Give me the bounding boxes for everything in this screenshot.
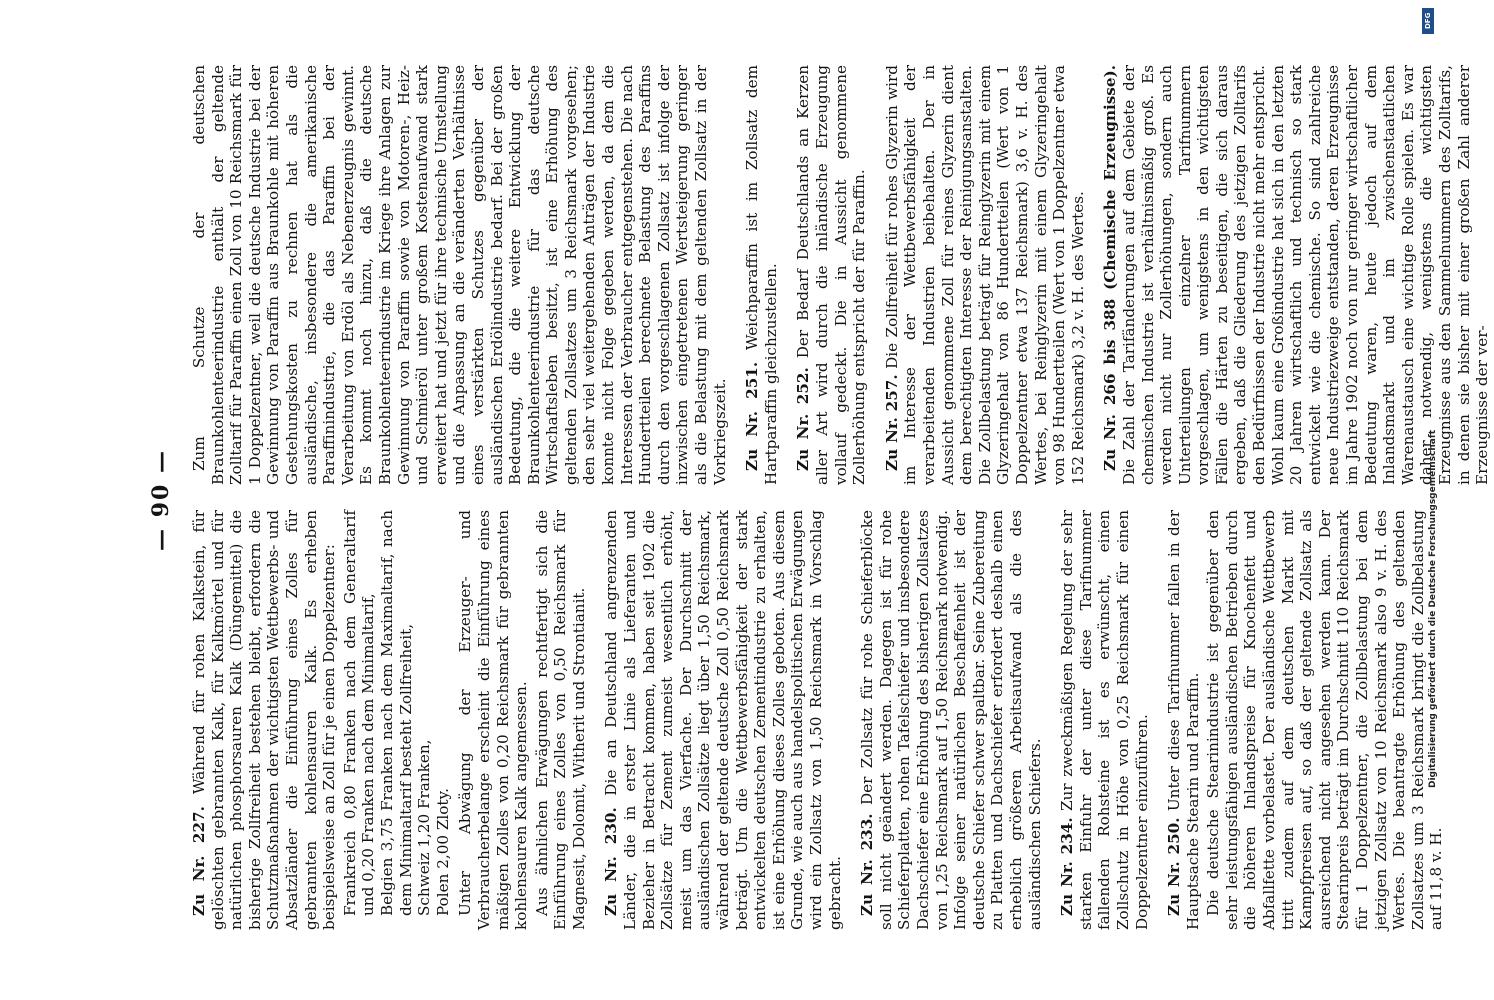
right-column xyxy=(190,65,1494,485)
paragraph-text: Weichparaffin ist im Zollsatz dem Hartparaffin gleichzustellen. xyxy=(743,65,780,485)
paragraph-text: Aus ähnlichen Erwägungen rechtfertigt sich die Einführung eines Zolles von 0,50 Reichsmark für Magnesit, Dolomit, Witherit und Strontianit. xyxy=(532,510,588,930)
paragraph xyxy=(602,510,844,930)
left-column xyxy=(190,510,1448,930)
paragraph-text: Unter Abwägung der Erzeuger- und Verbraucherbelange erscheint die Einführung eines mäßigen Zolles von 0,20 Reichsmark für gebrannten kohlensauren Kalk angemessen. xyxy=(456,510,531,930)
paragraph-text: Zum Schutze der deutschen Braunkohlenteerindustrie enthält der geltende Zolltarif für Paraffin einen Zoll von 10 Reichsmark für 1 Doppelzentner, weil die deutsche Industrie bei der Gewinnung von Paraffin aus Braunkohle mit höheren Gestehungskosten zu rechnen hat als die ausländische, insbesondere die amerikanische Paraffinindustrie, die das Paraffin bei der Verarbeitung von Erdöl als Nebenerzeugnis gewinnt. Es kommt noch hinzu, daß die deutsche Braunkohlenteerindustrie im Kriege ihre Anlagen zur Gewinnung von Paraffin sowie von Motoren-, Heiz- und Schmieröl unter großem Kostenaufwand stark erweitert hat und jetzt für ihre technische Umstellung und die Anpassung an die veränderten Verhältnisse eines verstärkten Schutzes gegenüber der ausländischen Erdölindustrie bedarf. Bei der großen Bedeutung, die die weitere Entwicklung der Braunkohlenteerindustrie für das deutsche Wirtschaftsleben besitzt, ist eine Erhöhung des geltenden Zollsatzes um 3 Reichsmark vorgesehen; den sehr viel weitergehenden Anträgen der Industrie konnte nicht Folge gegeben werden, da dem die Interessen der Verbraucher entgegenstehen. Die nach Hundertteilen berechnete Belastung des Paraffins durch den vorgeschlagenen Zollsatz ist infolge der inzwischen eingetretenen Wertsteigerung geringer als die Belastung mit dem geltenden Zollsatz in der Vorkriegszeit. xyxy=(190,65,729,485)
paragraph-text: Während für rohen Kalkstein, für gelöschten gebrannten Kalk, für Kalkmörtel und für natürlichen phosphorsauren Kalk (Düngemittel) die bisherige Zollfreiheit bestehen bleibt, erfordern die Schutzmaßnahmen der wichtigsten Wettbewerbs- und Absatzländer die Einführung eines Zolles für gebrannten kohlensauren Kalk. Es erheben beispielsweise an Zoll für je einen Doppelzentner: xyxy=(190,510,339,930)
paragraph-text: Der Zollsatz für rohe Schieferblöcke soll nicht geändert werden. Dagegen ist für rohe Schieferplatten, rohen Tafelschiefer und insbesondere Dachschiefer eine Erhöhung des bisherigen Zollsatzes von 1,25 Reichsmark auf 1,50 Reichsmark notwendig. Infolge seiner natürlichen Beschaffenheit ist der deutsche Schiefer schwer spaltbar. Seine Zubereitung zu Platten und Dachschiefer erfordert deshalb einen erheblich größeren Arbeitsaufwand als die des ausländischen Schiefers. xyxy=(858,510,1044,930)
paragraph xyxy=(190,65,729,485)
paragraph-heading: Zu Nr. 266 bis 388 (Chemische Erzeugnisse). xyxy=(1101,65,1120,471)
paragraph xyxy=(190,510,339,930)
tariff-list-item: Schweiz 1,20 Franken, xyxy=(415,739,434,916)
paragraph-text: Der Bedarf Deutschlands an Kerzen aller Art wird durch die inländische Erzeugung vollauf gedeckt. Die in Aussicht genommene Zollerhöhung entspricht der für Paraffin. xyxy=(794,65,869,485)
paragraph xyxy=(883,65,1088,485)
tariff-list xyxy=(341,510,453,916)
paragraph xyxy=(456,510,530,930)
paragraph xyxy=(1165,510,1202,930)
paragraph xyxy=(533,510,589,930)
paragraph-heading: Zu Nr. 227. xyxy=(190,806,208,916)
paragraph-heading: Zu Nr. 230. xyxy=(602,807,621,916)
paragraph-text: Unter diese Tarifnummer fallen in der Hauptsache Stearin und Paraffin. xyxy=(1165,509,1202,930)
paragraph xyxy=(858,510,1044,930)
paragraph-heading: Zu Nr. 252. xyxy=(794,367,813,471)
paragraph xyxy=(794,65,868,485)
paragraph-heading: Zu Nr. 257. xyxy=(882,374,901,471)
paragraph-text: Die Zahl der Tarifänderungen auf dem Gebiete der chemischen Industrie ist verhältnismäßig groß. Es werden nicht nur Zollerhöhungen, sondern auch Unterteilungen einzelner Tarifnummern vorgeschlagen, um wenigstens in den wichtigsten Fällen die Härten zu beseitigen, die sich daraus ergeben, daß die Gliederung des jetzigen Zolltarifs den Bedürfnissen der Industrie nicht mehr entspricht. Wohl kaum eine Großindustrie hat sich in den letzten 20 Jahren wirtschaftlich und technisch so stark entwickelt wie die chemische. So sind zahlreiche neue Industriezweige entstanden, deren Erzeugnisse im Jahre 1902 noch von nur geringer wirtschaftlicher Bedeutung waren, heute jedoch auf dem Inlandsmarkt und im zwischenstaatlichen Warenaustausch eine wichtige Rolle spielen. Es war daher notwendig, wenigstens die wichtigsten Erzeugnisse aus den Sammelnummern des Zolltarifs, in denen sie bisher mit einer großen Zahl anderer Erzeugnisse der ver- xyxy=(1119,65,1492,485)
paragraph xyxy=(1058,510,1151,930)
tariff-list-item: Frankreich 0,80 Franken nach dem Generaltarif und 0,20 Franken nach dem Minimaltarif, xyxy=(340,510,378,916)
paragraph-heading: Zu Nr. 251. xyxy=(743,361,762,471)
paragraph-heading: Zu Nr. 234. xyxy=(1058,817,1077,916)
paragraph xyxy=(743,65,780,485)
paragraph-heading: Zu Nr. 233. xyxy=(858,813,877,916)
paragraph-text: Die Zollfreiheit für rohes Glyzerin wird im Interesse der Wettbewerbsfähigkeit der verarbeitenden Industrien beibehalten. Der in Aussicht genommene Zoll für reines Glyzerin dient dem berechtigten Interesse der Reinigungsanstalten. Die Zollbelastung beträgt für Reinglyzerin mit einem Glyzeringehalt von 86 Hundertteilen (Wert von 1 Doppelzentner etwa 137 Reichsmark) 3,6 v. H. des Wertes, bei Reinglyzerin mit einem Glyzeringehalt von 98 Hundertteilen (Wert von 1 Doppelzentner etwa 152 Reichsmark) 3,2 v. H. des Wertes. xyxy=(882,65,1087,485)
paragraph xyxy=(1204,510,1446,930)
dfg-logo: DFG xyxy=(1422,8,1434,34)
tariff-list-item: Polen 2,00 Zloty. xyxy=(433,788,452,916)
paragraph-heading: Zu Nr. 250. xyxy=(1165,817,1184,916)
paragraph-text: Die an Deutschland angrenzenden Länder, die in erster Linie als Lieferanten und Bezieher in Betracht kommen, haben seit 1902 die Zollsätze für Zement zumeist wesentlich erhöht, meist um das Vierfache. Der Durchschnitt der ausländischen Zollsätze liegt über 1,50 Reichsmark, während der geltende deutsche Zoll 0,50 Reichsmark beträgt. Um die Wettbewerbsfähigkeit der stark entwickelten deutschen Zementindustrie zu erhalten, ist eine Erhöhung dieses Zolles geboten. Aus diesem Grunde, wie auch aus handelspolitischen Erwägungen wird ein Zollsatz von 1,50 Reichsmark in Vorschlag gebracht. xyxy=(602,510,844,930)
paragraph-text: Die deutsche Stearinindustrie ist gegenüber den sehr leistungsfähigen ausländischen Betrieben durch die höheren Inlandspreise für Knochenfett und Abfallfette vorbelastet. Der ausländische Wettbewerb tritt zudem auf dem deutschen Markt mit Kampfpreisen auf, so daß der geltende Zollsatz als ausreichend nicht angesehen werden kann. Der Stearinpreis beträgt im Durchschnitt 110 Reichsmark für 1 Doppelzentner, die Zollbelastung bei dem jetzigen Zollsatz von 10 Reichsmark also 9 v. H. des Wertes. Die beantragte Erhöhung des geltenden Zollsatzes um 3 Reichsmark bringt die Zollbelastung auf 11,8 v. H. xyxy=(1204,510,1446,930)
page-number: — 90 — xyxy=(148,449,174,551)
paragraph-text: Zur zweckmäßigen Regelung der sehr starken Einfuhr der unter diese Tarifnummer fallenden Rohsteine ist es erwünscht, einen Zollschutz in Höhe von 0,25 Reichsmark für einen Doppelzentner einzuführen. xyxy=(1058,509,1151,930)
footer-credit: Digitalisierung gefördert durch die Deutsche Forschungsgemeinschaft xyxy=(1428,429,1438,788)
tariff-list-item: Belgien 3,75 Franken nach dem Maximaltarif, nach dem Minimaltarif besteht Zollfreiheit, xyxy=(377,510,415,916)
